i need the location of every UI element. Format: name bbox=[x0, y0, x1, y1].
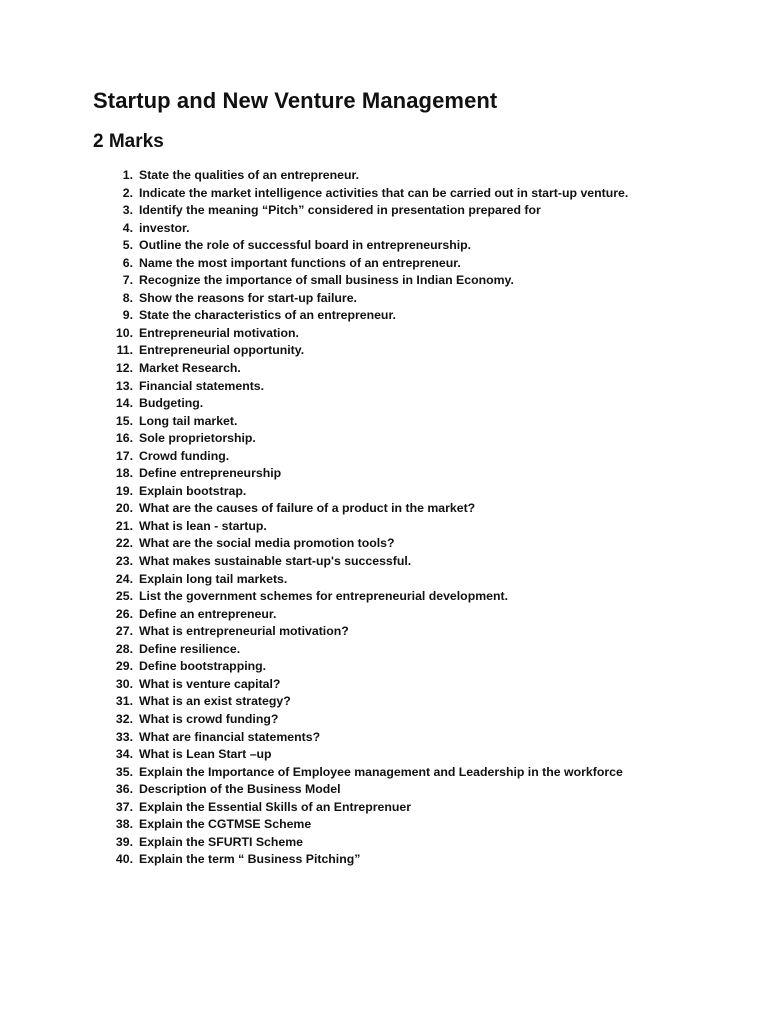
question-text: What is an exist strategy? bbox=[139, 694, 291, 709]
question-number: 10. bbox=[115, 325, 133, 340]
question-text: Sole proprietorship. bbox=[139, 431, 256, 446]
question-text: What is lean - startup. bbox=[139, 518, 267, 533]
question-number: 16. bbox=[115, 431, 133, 446]
question-number: 28. bbox=[115, 641, 133, 656]
question-number: 30. bbox=[115, 676, 133, 691]
question-number: 29. bbox=[115, 659, 133, 674]
question-text: investor. bbox=[139, 220, 190, 235]
question-number: 8. bbox=[122, 290, 133, 305]
question-text: Define entrepreneurship bbox=[139, 466, 282, 481]
question-number: 6. bbox=[122, 255, 133, 270]
question-number: 1. bbox=[122, 168, 133, 182]
question-text: Name the most important functions of an entrepreneur. bbox=[139, 255, 461, 270]
question-text: Recognize the importance of small business in Indian Economy. bbox=[139, 273, 514, 288]
question-number: 11. bbox=[116, 343, 133, 358]
question-number: 9. bbox=[122, 308, 133, 323]
question-number: 39. bbox=[115, 834, 133, 849]
question-text: What are the causes of failure of a product in the market? bbox=[139, 501, 476, 516]
question-number: 27. bbox=[115, 624, 133, 639]
question-number: 40. bbox=[115, 852, 133, 867]
question-text: Description of the Business Model bbox=[139, 782, 341, 797]
question-number: 34. bbox=[115, 747, 133, 762]
question-text: What are the social media promotion tools? bbox=[139, 536, 395, 551]
question-text: Define an entrepreneur. bbox=[139, 606, 277, 621]
question-text: Explain the Essential Skills of an Entreprenuer bbox=[139, 799, 411, 814]
question-text: Budgeting. bbox=[139, 396, 204, 411]
question-number: 33. bbox=[115, 729, 133, 744]
question-number: 32. bbox=[115, 711, 133, 726]
question-number: 38. bbox=[115, 817, 133, 832]
question-number: 25. bbox=[115, 589, 133, 604]
question-text: Define resilience. bbox=[139, 641, 241, 656]
question-number: 5. bbox=[122, 238, 133, 253]
question-text: Explain the term “ Business Pitching” bbox=[139, 852, 361, 867]
question-text: Identify the meaning “Pitch” considered in presentation prepared for bbox=[139, 203, 541, 218]
question-number: 36. bbox=[115, 782, 133, 797]
question-text: What is venture capital? bbox=[139, 676, 281, 691]
question-number: 7. bbox=[122, 273, 133, 288]
question-number: 20. bbox=[115, 501, 133, 516]
question-text: Explain the CGTMSE Scheme bbox=[139, 817, 312, 832]
question-number: 37. bbox=[115, 799, 133, 814]
question-number: 15. bbox=[115, 413, 133, 428]
question-text: Explain bootstrap. bbox=[139, 483, 247, 498]
question-number: 18. bbox=[115, 466, 133, 481]
question-text: Show the reasons for start-up failure. bbox=[139, 290, 357, 305]
question-text: Crowd funding. bbox=[139, 448, 230, 463]
question-number: 4. bbox=[122, 220, 133, 235]
question-text: Define bootstrapping. bbox=[139, 659, 267, 674]
question-number: 13. bbox=[115, 378, 133, 393]
question-number: 21. bbox=[115, 518, 133, 533]
question-number: 24. bbox=[115, 571, 133, 586]
question-number: 2. bbox=[122, 185, 133, 200]
question-number: 23. bbox=[115, 554, 133, 569]
question-number: 26. bbox=[115, 606, 133, 621]
question-number: 19. bbox=[115, 483, 133, 498]
question-text: State the qualities of an entrepreneur. bbox=[139, 168, 360, 182]
question-text: What is crowd funding? bbox=[139, 711, 279, 726]
question-text: State the characteristics of an entrepreneur. bbox=[139, 308, 396, 323]
question-number: 31. bbox=[115, 694, 133, 709]
question-text: Outline the role of successful board in entrepreneurship. bbox=[139, 238, 472, 253]
question-text: Entrepreneurial opportunity. bbox=[139, 343, 305, 358]
question-number: 14. bbox=[115, 396, 133, 411]
question-text: What is Lean Start –up bbox=[139, 747, 272, 762]
question-number: 22. bbox=[115, 536, 133, 551]
question-text: Explain long tail markets. bbox=[139, 571, 288, 586]
question-text: Explain the Importance of Employee management and Leadership in the workforce bbox=[139, 764, 623, 779]
question-text: What makes sustainable start-up's successful. bbox=[139, 554, 412, 569]
question-number: 17. bbox=[115, 448, 133, 463]
question-text: Entrepreneurial motivation. bbox=[139, 325, 299, 340]
question-text: Financial statements. bbox=[139, 378, 265, 393]
question-text: Market Research. bbox=[139, 361, 241, 376]
question-text: What are financial statements? bbox=[139, 729, 321, 744]
question-number: 35. bbox=[115, 764, 133, 779]
section-heading: 2 Marks bbox=[93, 131, 164, 152]
question-text: List the government schemes for entrepreneurial development. bbox=[139, 589, 509, 604]
question-text: Indicate the market intelligence activities that can be carried out in start-up venture. bbox=[139, 185, 629, 200]
question-text: Long tail market. bbox=[139, 413, 238, 428]
question-number: 3. bbox=[122, 203, 133, 218]
question-text: Explain the SFURTI Scheme bbox=[139, 834, 303, 849]
document-title: Startup and New Venture Management bbox=[93, 88, 498, 113]
question-text: What is entrepreneurial motivation? bbox=[139, 624, 349, 639]
question-number: 12. bbox=[115, 361, 133, 376]
